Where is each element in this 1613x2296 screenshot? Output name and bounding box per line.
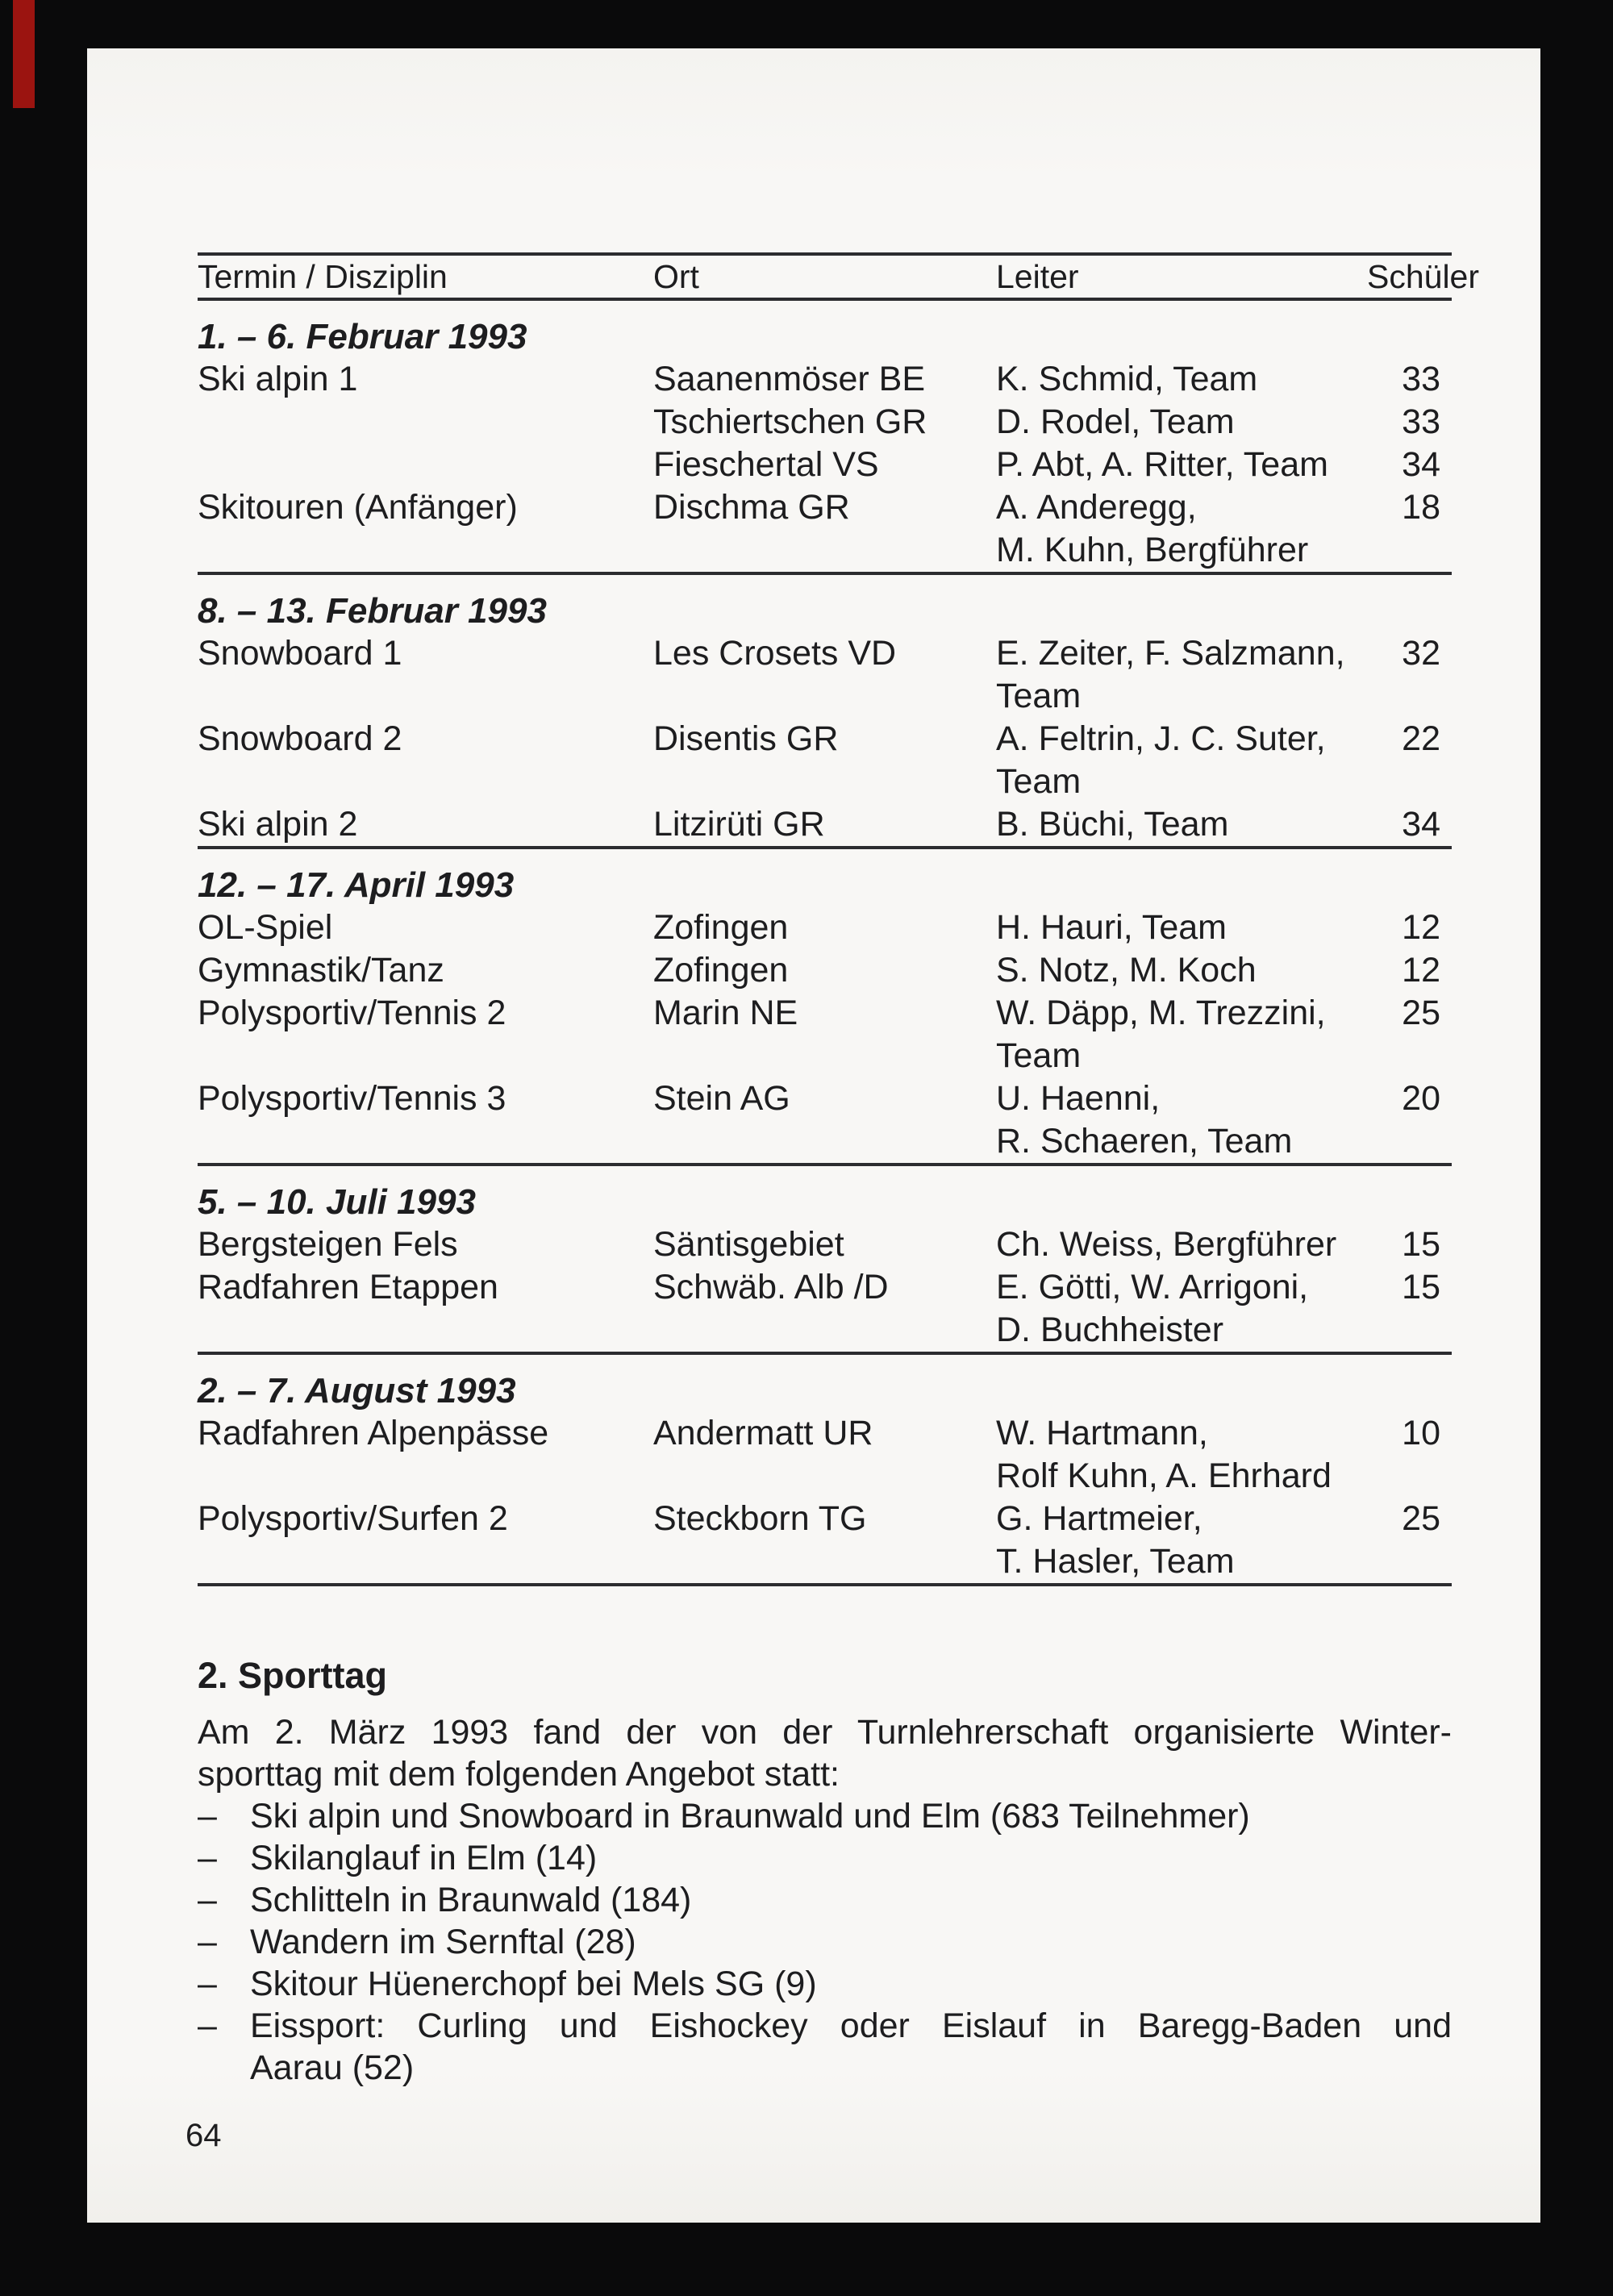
cell-leiter: Team [996, 762, 1082, 801]
cell-schueler [1367, 1540, 1452, 1583]
cell-leiter: W. Däpp, M. Trezzini, [996, 994, 1326, 1032]
cell-discipline: Snowboard 2 [198, 719, 402, 758]
cell-discipline: Gymnastik/Tanz [198, 951, 444, 990]
cell-discipline: Polysportiv/Tennis 3 [198, 1079, 506, 1118]
bullet-item [198, 1879, 1452, 1921]
cell-discipline [198, 1035, 653, 1077]
cell-ort: Disentis GR [653, 719, 839, 758]
bullet-line: Schlitteln in Braunwald (184) [250, 1881, 692, 1919]
cell-discipline: Polysportiv/Surfen 2 [198, 1499, 508, 1538]
cell-leiter: A. Feltrin, J. C. Suter, [996, 719, 1326, 758]
table-sections [198, 301, 1452, 1586]
cell-schueler [1367, 529, 1452, 572]
cell-ort [653, 529, 996, 572]
cell-schueler: 34 [1402, 445, 1440, 484]
cell-discipline: Ski alpin 1 [198, 360, 358, 398]
cell-leiter: Ch. Weiss, Bergführer [996, 1225, 1337, 1264]
cell-schueler: 34 [1402, 805, 1440, 844]
cell-leiter: Team [996, 677, 1082, 715]
cell-leiter: Rolf Kuhn, A. Ehrhard [996, 1456, 1332, 1495]
bullet-line: Ski alpin und Snowboard in Braunwald und Elm (683 Teilnehmer) [250, 1797, 1250, 1836]
cell-schueler: 25 [1402, 1499, 1440, 1538]
cell-leiter: S. Notz, M. Koch [996, 951, 1257, 990]
table-row [198, 1455, 1452, 1498]
bullet-dash-icon: – [198, 1881, 217, 1919]
bullet-item [198, 2005, 1452, 2089]
paragraph-line: Am 2. März 1993 fand der von der Turnlehrerschaft organisierte Winter- [198, 1713, 1452, 1752]
cell-schueler [1367, 1120, 1452, 1163]
cell-discipline [198, 529, 653, 572]
bullet-line: Skilanglauf in Elm (14) [250, 1839, 598, 1877]
cell-discipline: Snowboard 1 [198, 634, 402, 673]
cell-discipline: Ski alpin 2 [198, 805, 358, 844]
bullet-text [250, 1795, 1452, 1837]
cell-ort [653, 675, 996, 718]
cell-ort: Litzirüti GR [653, 805, 825, 844]
bullet-line: Eissport: Curling und Eishockey oder Eislauf in Baregg-Baden und [250, 2006, 1452, 2045]
cell-leiter: U. Haenni, [996, 1079, 1161, 1118]
cell-ort [653, 1309, 996, 1352]
cell-ort: Saanenmöser BE [653, 360, 926, 398]
cell-schueler [1367, 1035, 1452, 1077]
cell-ort: Säntisgebiet [653, 1225, 844, 1264]
bullet-line: Skitour Hüenerchopf bei Mels SG (9) [250, 1965, 817, 2003]
bullet-item [198, 1795, 1452, 1837]
cell-leiter: H. Hauri, Team [996, 908, 1227, 947]
cell-leiter: D. Buchheister [996, 1311, 1224, 1349]
cell-schueler: 20 [1402, 1079, 1440, 1118]
bullet-dash-icon: – [198, 1965, 217, 2003]
results-table [198, 252, 1480, 1586]
sporttag-section [198, 1654, 1452, 2089]
table-row [198, 1266, 1452, 1309]
cell-ort [653, 1120, 996, 1163]
cell-schueler: 10 [1402, 1414, 1440, 1452]
cell-leiter: K. Schmid, Team [996, 360, 1258, 398]
table-row [198, 1540, 1452, 1583]
table-row [198, 1498, 1452, 1540]
cell-leiter: B. Büchi, Team [996, 805, 1229, 844]
table-row [198, 486, 1452, 529]
cell-ort: Stein AG [653, 1079, 790, 1118]
table-header-row [198, 252, 1480, 301]
cell-ort [653, 1035, 996, 1077]
bullet-dash-icon: – [198, 1839, 217, 1877]
cell-discipline: Radfahren Etappen [198, 1268, 498, 1306]
paragraph-line: sporttag mit dem folgenden Angebot statt: [198, 1755, 840, 1794]
table-row [198, 760, 1452, 803]
red-binding-strip [13, 0, 35, 108]
column-header-leiter: Leiter [996, 257, 1079, 295]
cell-ort: Steckborn TG [653, 1499, 867, 1538]
cell-schueler [1367, 1309, 1452, 1352]
cell-leiter: R. Schaeren, Team [996, 1122, 1293, 1161]
cell-schueler: 18 [1402, 488, 1440, 527]
table-row [198, 401, 1452, 444]
bullet-line: Aarau (52) [250, 2048, 415, 2087]
bullet-text [250, 1879, 1452, 1921]
cell-leiter: M. Kuhn, Bergführer [996, 531, 1309, 569]
cell-schueler: 33 [1402, 402, 1440, 441]
bullet-list [198, 1795, 1452, 2089]
cell-discipline: OL-Spiel [198, 908, 333, 947]
cell-ort: Zofingen [653, 951, 789, 990]
cell-ort: Marin NE [653, 994, 798, 1032]
cell-ort [653, 1455, 996, 1498]
scanned-page [87, 48, 1540, 2223]
cell-leiter: T. Hasler, Team [996, 1542, 1235, 1581]
column-header-schueler: Schüler [1367, 257, 1480, 295]
cell-leiter: W. Hartmann, [996, 1414, 1208, 1452]
cell-schueler [1367, 760, 1452, 803]
cell-ort: Tschiertschen GR [653, 402, 927, 441]
bullet-item [198, 1921, 1452, 1963]
cell-ort [653, 1540, 996, 1583]
bullet-dash-icon: – [198, 2006, 217, 2045]
cell-ort: Dischma GR [653, 488, 850, 527]
bullet-item [198, 1963, 1452, 2005]
table-row [198, 1035, 1452, 1077]
bullet-dash-icon: – [198, 1797, 217, 1836]
cell-ort: Les Crosets VD [653, 634, 897, 673]
cell-discipline [198, 1309, 653, 1352]
table-row [198, 992, 1452, 1035]
table-section [198, 849, 1452, 1166]
cell-leiter: P. Abt, A. Ritter, Team [996, 445, 1328, 484]
bullet-line: Wandern im Sernftal (28) [250, 1923, 636, 1961]
section-date: 1. – 6. Februar 1993 [198, 317, 527, 356]
table-row [198, 632, 1452, 675]
table-row [198, 444, 1452, 486]
cell-discipline: Radfahren Alpenpässe [198, 1414, 549, 1452]
cell-schueler: 15 [1402, 1268, 1440, 1306]
sporttag-heading: 2. Sporttag [198, 1655, 388, 1696]
cell-leiter: A. Anderegg, [996, 488, 1197, 527]
table-row [198, 1223, 1452, 1266]
bullet-text [250, 1963, 1452, 2005]
cell-ort [653, 760, 996, 803]
cell-schueler: 32 [1402, 634, 1440, 673]
cell-ort: Zofingen [653, 908, 789, 947]
cell-leiter: E. Götti, W. Arrigoni, [996, 1268, 1309, 1306]
cell-schueler: 22 [1402, 719, 1440, 758]
cell-discipline: Skitouren (Anfänger) [198, 488, 518, 527]
table-section [198, 301, 1452, 575]
table-section [198, 1355, 1452, 1586]
cell-schueler: 15 [1402, 1225, 1440, 1264]
cell-leiter: G. Hartmeier, [996, 1499, 1202, 1538]
cell-schueler: 25 [1402, 994, 1440, 1032]
cell-ort: Andermatt UR [653, 1414, 873, 1452]
section-date: 12. – 17. April 1993 [198, 865, 515, 905]
bullet-text [250, 2005, 1452, 2089]
table-row [198, 675, 1452, 718]
cell-leiter: E. Zeiter, F. Salzmann, [996, 634, 1345, 673]
cell-discipline [198, 401, 653, 444]
bullet-text [250, 1921, 1452, 1963]
table-row [198, 906, 1452, 949]
cell-discipline [198, 1120, 653, 1163]
table-row [198, 1120, 1452, 1163]
cell-schueler: 33 [1402, 360, 1440, 398]
cell-leiter: Team [996, 1036, 1082, 1075]
cell-discipline [198, 1455, 653, 1498]
table-row [198, 1309, 1452, 1352]
table-section [198, 1166, 1452, 1355]
cell-schueler [1367, 675, 1452, 718]
cell-discipline [198, 1540, 653, 1583]
table-row [198, 1412, 1452, 1455]
column-header-termin-disziplin: Termin / Disziplin [198, 257, 448, 295]
section-date: 5. – 10. Juli 1993 [198, 1182, 476, 1222]
table-row [198, 718, 1452, 760]
section-date: 8. – 13. Februar 1993 [198, 591, 547, 631]
cell-schueler [1367, 1455, 1452, 1498]
column-header-ort: Ort [653, 257, 699, 295]
table-section [198, 575, 1452, 849]
cell-discipline [198, 675, 653, 718]
table-row [198, 358, 1452, 401]
page-number: 64 [185, 2118, 222, 2153]
cell-ort: Fieschertal VS [653, 445, 879, 484]
table-row [198, 949, 1452, 992]
section-date: 2. – 7. August 1993 [198, 1371, 516, 1411]
bullet-text [250, 1837, 1452, 1879]
cell-ort: Schwäb. Alb /D [653, 1268, 889, 1306]
bullet-dash-icon: – [198, 1923, 217, 1961]
cell-discipline [198, 760, 653, 803]
cell-discipline: Polysportiv/Tennis 2 [198, 994, 506, 1032]
cell-discipline: Bergsteigen Fels [198, 1225, 458, 1264]
cell-discipline [198, 444, 653, 486]
cell-leiter: D. Rodel, Team [996, 402, 1235, 441]
cell-schueler: 12 [1402, 951, 1440, 990]
table-row [198, 803, 1452, 846]
table-row [198, 529, 1452, 572]
table-row [198, 1077, 1452, 1120]
bullet-item [198, 1837, 1452, 1879]
cell-schueler: 12 [1402, 908, 1440, 947]
